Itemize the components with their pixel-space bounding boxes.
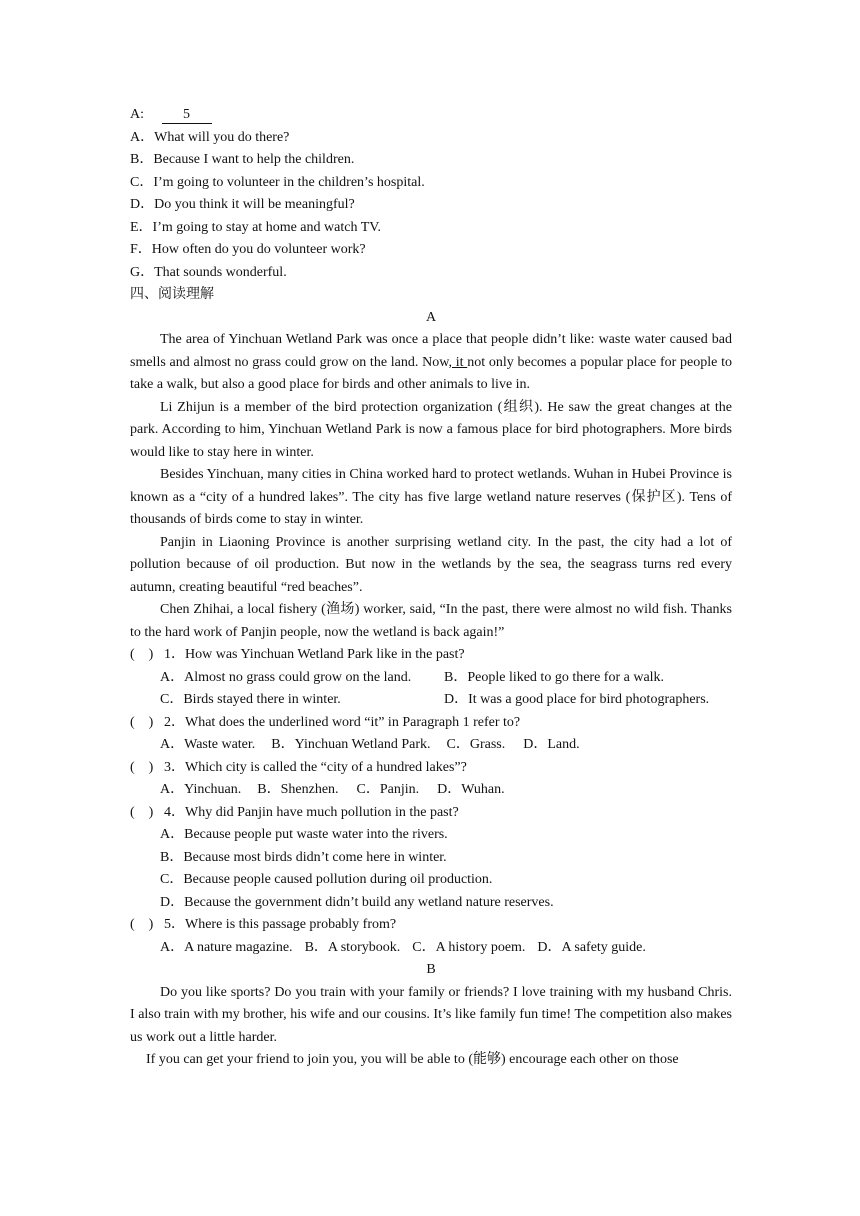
q5-option-b: B．A storybook. [304,939,401,955]
passage-a-label: A [425,309,437,325]
question-5 [130,914,732,937]
question-3 [130,757,732,780]
p1-before: The area of Yinchuan Wetland Park was once a place that people didn’t like: waste water caused bad smells and almost no grass could grow on the land. Now, [130,332,732,370]
question-text: 1．How was Yinchuan Wetland Park like in the past? [164,647,465,662]
q5-option-a: A．A nature magazine. [160,939,293,955]
answer-paren[interactable]: ( ) [130,759,154,775]
option-d: D．Do you think it will be meaningful? [130,197,355,212]
document-page [130,104,732,1072]
q5-option-c: C．A history poem. [412,939,526,955]
passage-a-paragraph-2: Li Zhijun is a member of the bird protection organization (组织). He saw the great changes at the park. According to him, Yinchuan Wetland Park is now a famous place for bird photographers. More birds would like to stay here in winter. [130,399,732,460]
q4-option-c: C．Because people caused pollution during oil production. [160,872,493,887]
option-b: B．Because I want to help the children. [130,152,355,167]
option-c: C．I’m going to volunteer in the children’s hospital. [130,174,425,190]
question-text: 3．Which city is called the “city of a hundred lakes”? [164,759,467,775]
p1-after: not only becomes a popular place for people to take a walk, but also a good place for birds and other animals to live in. [130,354,732,392]
q3-option-d: D．Wuhan. [437,782,505,797]
question-5-options [130,937,732,960]
question-1-options [130,667,732,690]
option-list [130,127,732,285]
q1-option-c: C．Birds stayed there in winter. [160,692,341,707]
passage-b-paragraph-1: Do you like sports? Do you train with your family or friends? I love training with my husband Chris. I also train with my brother, his wife and our cousins. It’s like family fun time! The competition also makes us work out a little harder. [130,984,732,1045]
question-4 [130,802,732,825]
question-2-options [130,734,732,757]
q2-option-d: D．Land. [523,737,580,752]
underlined-word: it [451,354,468,370]
q4-option-d: D．Because the government didn’t build any wetland nature reserves. [160,894,554,910]
question-text: 4．Why did Panjin have much pollution in the past? [164,804,459,820]
q3-option-a: A．Yinchuan. [160,782,242,797]
option-e: E．I’m going to stay at home and watch TV. [130,219,382,235]
q2-option-b: B．Yinchuan Wetland Park. [271,737,431,752]
q1-option-d: D．It was a good place for bird photographers. [444,692,710,707]
question-1-options-row-2 [130,689,732,712]
passage-a-paragraph-4: Panjin in Liaoning Province is another surprising wetland city. In the past, the city had a lot of pollution because of oil production. But now in the wetlands by the sea, the seagrass turns red every autumn, creating beautiful “red beaches”. [130,534,732,595]
section-title: 四、阅读理解 [130,287,214,302]
q3-option-c: C．Panjin. [356,782,420,797]
passage-b-paragraph-2: If you can get your friend to join you, you will be able to (能够) encourage each other on those [146,1052,679,1067]
option-a: A．What will you do there? [130,129,290,145]
question-3-options [130,779,732,802]
q2-option-c: C．Grass. [446,737,506,752]
answer-paren[interactable]: ( ) [130,917,154,932]
q1-option-b: B．People liked to go there for a walk. [444,669,665,685]
q2-option-a: A．Waste water. [160,737,256,752]
q5-option-d: D．A safety guide. [537,939,646,955]
question-1 [130,644,732,667]
q4-option-b: B．Because most birds didn’t come here in winter. [160,849,447,865]
speaker-label: A: [130,107,144,122]
question-text: 5．Where is this passage probably from? [164,917,397,932]
answer-blank[interactable]: 5 [162,107,212,124]
passage-b-label: B [426,962,436,977]
question-text: 2．What does the underlined word “it” in Paragraph 1 refer to? [164,714,521,730]
question-2 [130,712,732,735]
passage-a-paragraph-1 [130,329,732,397]
q1-option-a: A．Almost no grass could grow on the land. [160,669,412,685]
answer-paren[interactable]: ( ) [130,804,154,820]
option-f: F．How often do you do volunteer work? [130,242,366,257]
answer-paren[interactable]: ( ) [130,647,154,662]
passage-a-paragraph-3: Besides Yinchuan, many cities in China worked hard to protect wetlands. Wuhan in Hubei Province is known as a “city of a hundred lakes”. The city has five large wetland nature reserves (保护区). Tens of thousands of birds come to stay in winter. [130,467,732,527]
dialogue-line [130,104,732,127]
q4-option-a: A．Because people put waste water into the rivers. [160,827,448,842]
option-g: G．That sounds wonderful. [130,264,287,280]
answer-paren[interactable]: ( ) [130,714,154,730]
passage-a-paragraph-5: Chen Zhihai, a local fishery (渔场) worker, said, “In the past, there were almost no wild fish. Thanks to the hard work of Panjin people, now the wetland is back again!” [130,602,732,640]
q3-option-b: B．Shenzhen. [257,782,339,797]
